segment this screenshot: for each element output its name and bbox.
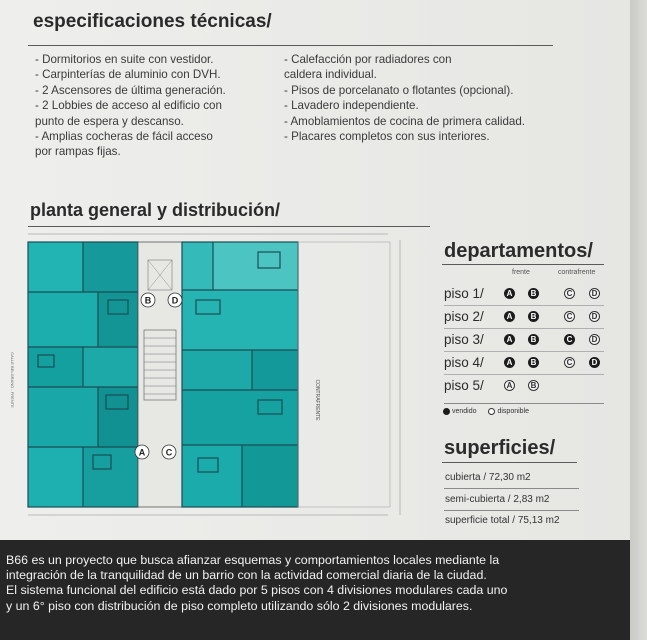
spec-item: - Carpinterías de aluminio con DVH. <box>35 68 221 82</box>
spec-item: - Lavadero independiente. <box>284 99 419 113</box>
sold-dot-icon <box>443 408 450 415</box>
col-header-frente: frente <box>512 269 530 276</box>
core-stairs <box>138 242 182 507</box>
piso-row <box>444 309 604 329</box>
spec-item: - Dormitorios en suite con vestidor. <box>35 53 214 66</box>
legend-sold: vendido <box>452 408 477 415</box>
row-separator <box>444 374 604 375</box>
spec-item: - 2 Ascensores de última generación. <box>35 83 226 97</box>
row-separator <box>444 305 604 306</box>
spec-item: - Placares completos con sus interiores. <box>284 130 490 144</box>
unit-badge-avail: D <box>589 288 600 299</box>
unit-badge-sold: B <box>528 311 539 322</box>
availability-legend <box>443 408 539 415</box>
unit-badge-avail: A <box>504 380 515 391</box>
superficies-rule <box>442 462 577 463</box>
piso-row <box>444 286 604 306</box>
specs-list-left <box>35 52 226 160</box>
floor-plan <box>10 230 428 520</box>
departamentos-rule <box>442 264 604 265</box>
specs-list-right <box>284 52 525 144</box>
page-fold <box>630 0 647 640</box>
piso-row <box>444 355 604 375</box>
description-text <box>6 553 628 614</box>
legend-available: disponible <box>497 408 530 415</box>
superficie-separator <box>444 488 579 489</box>
col-header-contrafrente: contrafrente <box>558 269 596 276</box>
unit-badge-sold: A <box>504 311 515 322</box>
spec-item: caldera individual. <box>284 68 377 82</box>
svg-text:A: A <box>138 447 146 458</box>
spec-item: - 2 Lobbies de acceso al edificio con <box>35 99 222 113</box>
unit-marker-d <box>168 293 182 307</box>
unit-badge-avail: D <box>589 334 600 345</box>
spec-item: - Amplias cocheras de fácil acceso <box>35 130 213 144</box>
specs-rule <box>28 45 553 46</box>
unit-badge-sold: B <box>528 334 539 345</box>
spec-item: punto de espera y descanso. <box>35 114 184 128</box>
plan-rule <box>28 226 430 227</box>
unit-badge-avail: C <box>564 311 575 322</box>
unit-badge-avail: D <box>589 311 600 322</box>
unit-marker-a <box>135 445 149 459</box>
description-line: B66 es un proyecto que busca afianzar esquemas y comportamientos locales mediante la <box>6 553 500 567</box>
spec-item: - Amoblamientos de cocina de primera calidad. <box>284 114 526 128</box>
unit-badge-sold: C <box>564 334 575 345</box>
plan-lot-outline <box>298 242 390 507</box>
svg-text:C: C <box>165 447 173 458</box>
description-line: y un 6° piso con distribución de piso completo utilizando sólo 2 divisiones modulares. <box>6 598 473 613</box>
spec-item: - Pisos de porcelanato o flotantes (opcional). <box>284 83 514 97</box>
superficies-heading: superficies/ <box>444 437 556 459</box>
superficie-semicubierta: semi-cubierta / 2,83 m2 <box>445 494 550 505</box>
unit-badge-avail: C <box>564 288 575 299</box>
piso-label: piso 3/ <box>444 332 484 347</box>
right-block-units <box>182 242 298 507</box>
available-dot-icon <box>488 408 495 415</box>
unit-badge-sold: A <box>504 334 515 345</box>
superficie-separator <box>444 510 579 511</box>
spec-item: - Calefacción por radiadores con <box>284 53 452 66</box>
svg-text:B: B <box>144 295 152 306</box>
superficie-total: superficie total / 75,13 m2 <box>445 515 560 526</box>
unit-badge-sold: A <box>504 357 515 368</box>
specs-heading: especificaciones técnicas/ <box>33 11 272 32</box>
unit-marker-c <box>162 445 176 459</box>
piso-label: piso 5/ <box>444 378 484 393</box>
unit-marker-b <box>141 293 155 307</box>
description-line: El sistema funcional del edificio está dado por 5 pisos con 4 divisiones modulares cada uno <box>6 583 508 598</box>
piso-row <box>444 378 604 398</box>
row-separator <box>444 351 604 352</box>
svg-text:D: D <box>171 295 179 306</box>
spec-item: por rampas fijas. <box>35 145 121 159</box>
piso-row <box>444 332 604 352</box>
unit-badge-sold: B <box>528 288 539 299</box>
contrafrente-label: CONTRAFRENTE <box>314 379 320 421</box>
unit-badge-avail: C <box>564 357 575 368</box>
superficie-cubierta: cubierta / 72,30 m2 <box>445 472 531 483</box>
departamentos-heading: departamentos/ <box>444 240 593 262</box>
piso-label: piso 2/ <box>444 309 484 324</box>
row-separator <box>444 328 604 329</box>
unit-badge-sold: B <box>528 357 539 368</box>
unit-badge-avail: B <box>528 380 539 391</box>
description-line: integración de la tranquilidad de un barrio con la actividad comercial diaria de la ciudad. <box>6 568 487 583</box>
unit-badge-sold: A <box>504 288 515 299</box>
piso-label: piso 1/ <box>444 286 484 301</box>
unit-badge-sold: D <box>589 357 600 368</box>
plan-heading: planta general y distribución/ <box>30 200 281 220</box>
street-label: CALLE BELGRANO - FRENTE <box>10 352 15 408</box>
piso-label: piso 4/ <box>444 355 484 370</box>
legend-separator <box>444 403 604 404</box>
